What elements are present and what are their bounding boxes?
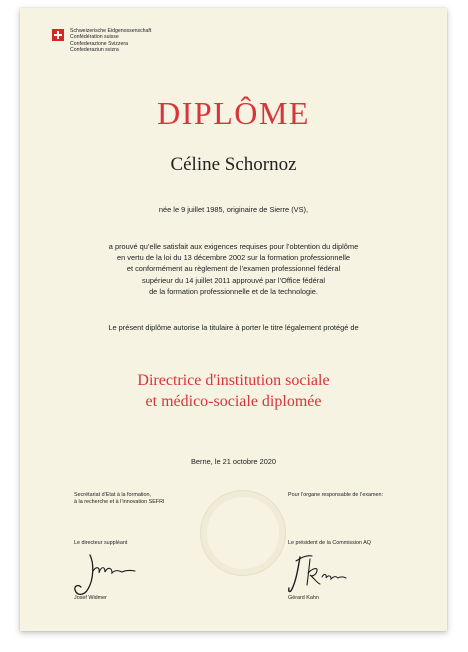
- right-signatory-name: Gérard Kahn: [288, 595, 319, 601]
- confederation-wordmark: [70, 28, 151, 53]
- left-role: Le directeur suppléant: [74, 540, 128, 546]
- authorization-line: Le présent diplôme autorise la titulaire à porter le titre légalement protégé de: [108, 323, 359, 332]
- authorization-paragraph: [20, 322, 447, 333]
- diploma-sheet: [20, 8, 447, 631]
- birth-line-text: née le 9 juillet 1985, originaire de Sierre (VS),: [158, 205, 309, 214]
- signature-gerard-kahn: [286, 547, 366, 597]
- body-line: de la formation professionnelle et de la technologie.: [149, 286, 318, 296]
- birth-line: [20, 204, 447, 215]
- confederation-line: Confederazione Svizzera: [70, 40, 128, 47]
- diploma-title: DIPLÔME: [157, 95, 310, 131]
- confederation-line: Confédération suisse: [70, 34, 119, 41]
- qualification-line: et médico-sociale diplomée: [145, 393, 322, 410]
- body-line: supérieur du 14 juillet 2011 approuvé par l’Office fédéral: [142, 275, 325, 285]
- confederation-line: Confederaziun svizra: [70, 46, 119, 53]
- embossed-seal: [200, 490, 286, 576]
- confederation-line: Schweizerische Eidgenossenschaft: [70, 28, 152, 34]
- left-signatory-name: Josef Widmer: [74, 595, 107, 601]
- body-line: en vertu de la loi du 13 décembre 2002 sur la formation professionnelle: [117, 253, 350, 263]
- recipient-name: Céline Schornoz: [170, 154, 297, 175]
- left-org-line: à la recherche et à l’innovation SEFRI: [74, 499, 165, 505]
- left-org-line: Secrétariat d’Etat à la formation,: [74, 492, 152, 498]
- right-organization: Pour l’organe responsable de l’examen:: [288, 492, 383, 498]
- swiss-flag-icon: [52, 29, 64, 41]
- signature-josef-widmer: [72, 549, 152, 601]
- place-date-text: Berne, le 21 octobre 2020: [190, 457, 277, 466]
- place-date: [20, 456, 447, 467]
- left-organization: [74, 492, 165, 506]
- body-line: a prouvé qu’elle satisfait aux exigences requises pour l’obtention du diplôme: [108, 242, 359, 251]
- body-line: et conformément au règlement de l’examen professionnel fédéral: [126, 264, 341, 274]
- right-role: Le président de la Commission AQ: [288, 540, 371, 546]
- qualification-line: Directrice d'institution sociale: [137, 372, 330, 389]
- qualification-title: [20, 370, 447, 412]
- body-paragraph: [20, 241, 447, 297]
